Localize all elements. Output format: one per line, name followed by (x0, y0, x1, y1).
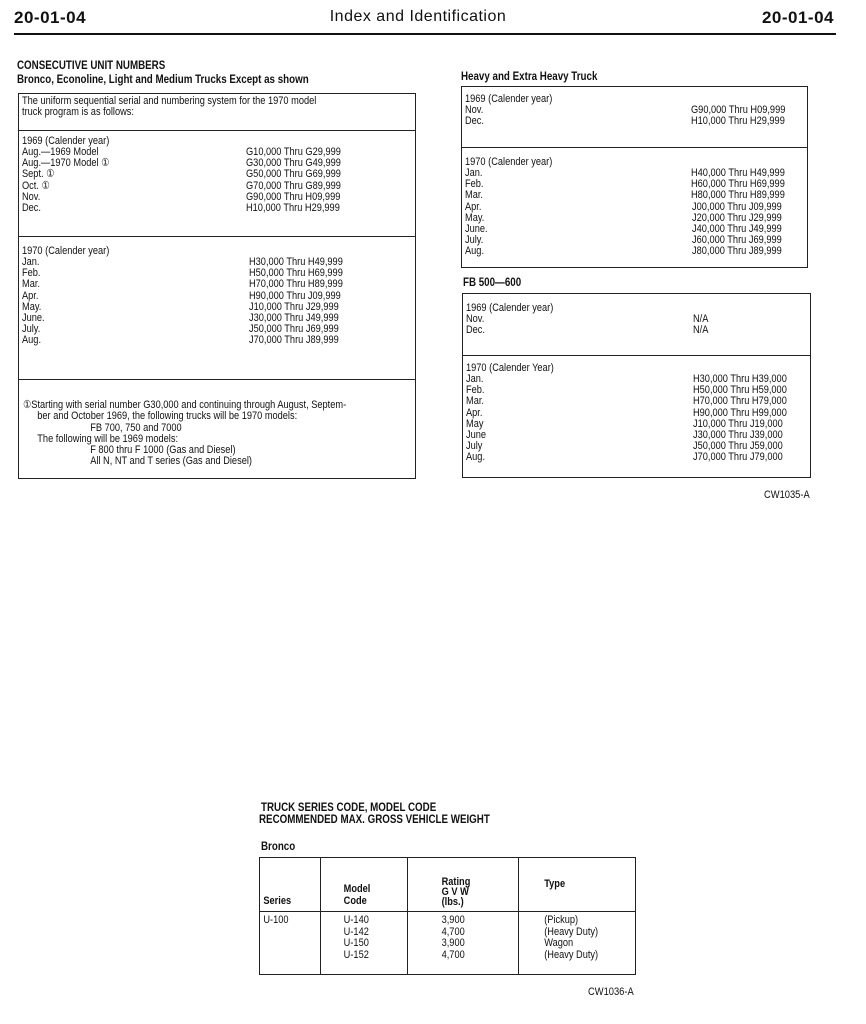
year-heading: 1969 (Calender year) (465, 93, 553, 105)
figure-code: CW1035-A (764, 489, 810, 501)
page-number-left: 20-01-04 (14, 8, 87, 27)
serial-range: J10,000 Thru J19,000 (693, 417, 783, 430)
month-label: May. (465, 211, 485, 224)
consecutive-unit-numbers-subtitle: Bronco, Econoline, Light and Medium Trucks Except as shown (17, 74, 309, 86)
month-label: Jan. (465, 167, 483, 179)
month-label: Sept. ① (22, 168, 55, 181)
month-label: Feb. (22, 267, 41, 280)
month-label: Apr. (466, 406, 483, 419)
table-header-row (260, 858, 636, 912)
recommended-gvw-title: RECOMMENDED MAX. GROSS VEHICLE WEIGHT (259, 814, 490, 826)
serial-range: J70,000 Thru J89,999 (249, 334, 339, 347)
serial-range: J30,000 Thru J49,999 (249, 311, 339, 324)
footnote-line: F 800 thru F 1000 (Gas and Diesel) (90, 444, 236, 457)
col-header-type: Type (544, 877, 566, 890)
header-rule (14, 33, 836, 35)
vehicle-type: (Heavy Duty) (544, 925, 599, 938)
heavy-truck-title: Heavy and Extra Heavy Truck (461, 71, 598, 83)
col-header-model-code: Model Code (343, 883, 371, 907)
year-heading: 1969 (Calender year) (22, 135, 110, 147)
serial-range: H80,000 Thru H89,999 (691, 189, 786, 202)
month-label: Aug.—1970 Model ① (22, 157, 110, 170)
serial-range: G50,000 Thru G69,999 (246, 168, 341, 181)
month-label: July. (22, 323, 41, 336)
bronco-subtitle: Bronco (261, 841, 296, 853)
light-1970-section (19, 237, 415, 380)
light-1969-section (19, 131, 415, 237)
model-code: U-142 (343, 925, 369, 938)
serial-range: H70,000 Thru H89,999 (249, 278, 343, 291)
page-number-right: 20-01-04 (761, 8, 834, 27)
serial-range: J80,000 Thru J89,999 (692, 245, 782, 258)
serial-range-row (22, 324, 411, 335)
serial-range: H50,000 Thru H59,000 (693, 384, 787, 397)
month-label: June. (22, 311, 45, 324)
serial-range-row (22, 268, 411, 279)
truck-series-code-title: TRUCK SERIES CODE, MODEL CODE (261, 802, 437, 814)
intro-section (19, 94, 415, 131)
serial-range: H40,000 Thru H49,999 (691, 167, 786, 179)
footnote-line: FB 700, 750 and 7000 (90, 421, 182, 434)
month-label: Dec. (465, 115, 485, 128)
serial-range-row (466, 452, 806, 463)
serial-range-row (22, 279, 411, 290)
serial-range: J10,000 Thru J29,999 (249, 300, 339, 313)
year-heading: 1969 (Calender year) (466, 302, 554, 314)
fb-500-600-box (462, 293, 811, 478)
serial-range: H90,000 Thru H99,000 (693, 406, 787, 419)
serial-range: J30,000 Thru J39,000 (693, 428, 783, 441)
serial-range: N/A (693, 324, 709, 337)
month-label: Oct. ① (22, 179, 50, 192)
month-label: Dec. (22, 201, 42, 214)
intro-line: truck program is as follows: (22, 106, 134, 119)
serial-range: J20,000 Thru J29,999 (692, 211, 782, 224)
serial-range-row (22, 291, 411, 302)
serial-range: G70,000 Thru G89,999 (246, 179, 341, 192)
serial-range-row (22, 181, 411, 192)
serial-range-row (22, 313, 411, 324)
fb-1970-section (463, 356, 810, 467)
heavy-truck-box (461, 86, 808, 268)
serial-range: G90,000 Thru H09,999 (690, 104, 786, 116)
serial-range: H30,000 Thru H39,000 (693, 373, 787, 385)
footnote-line: All N, NT and T series (Gas and Diesel) (90, 455, 252, 468)
serial-range: H10,000 Thru H29,999 (691, 115, 785, 128)
table-row (260, 912, 636, 975)
fb-500-600-title: FB 500—600 (463, 277, 522, 289)
month-label: Aug.—1969 Model (22, 146, 99, 158)
serial-range-row (22, 335, 411, 346)
heavy-1969-section (462, 87, 807, 148)
serial-range-row (22, 192, 411, 203)
serial-range: N/A (693, 313, 709, 325)
serial-range-row (22, 158, 411, 169)
serial-range: J50,000 Thru J59,000 (693, 440, 783, 453)
serial-range: H70,000 Thru H79,000 (693, 395, 787, 408)
month-label: Aug. (22, 334, 42, 347)
light-trucks-box (18, 93, 416, 479)
serial-range-row (22, 203, 411, 214)
month-label: Jan. (22, 256, 40, 268)
serial-range-row (465, 116, 803, 127)
serial-range: J40,000 Thru J49,999 (692, 222, 782, 235)
year-heading: 1970 (Calender year) (465, 156, 553, 168)
serial-range: H60,000 Thru H69,999 (691, 178, 786, 191)
month-label: Aug. (466, 451, 486, 464)
serial-range: J60,000 Thru J69,999 (692, 234, 782, 247)
serial-range-row (22, 257, 411, 268)
series-cell: U-100 (263, 914, 289, 926)
model-code: U-140 (343, 914, 369, 926)
gvw-value: 3,900 (441, 914, 465, 926)
bronco-table (259, 857, 636, 975)
serial-range: J00,000 Thru J09,999 (692, 200, 782, 213)
month-label: Mar. (466, 395, 484, 408)
model-code-cell (321, 912, 393, 961)
vehicle-type: (Heavy Duty) (544, 948, 599, 961)
month-label: July. (465, 234, 484, 247)
serial-range: H30,000 Thru H49,999 (249, 256, 343, 268)
month-label: Nov. (22, 190, 41, 203)
col-header-gvw-rating: Rating G V W (lbs.) (441, 876, 471, 908)
serial-range-row (466, 325, 806, 336)
gvw-value: 4,700 (441, 925, 465, 938)
model-code: U-150 (343, 937, 369, 949)
vehicle-type: Wagon (544, 937, 574, 949)
footnote-line: The following will be 1969 models: (37, 432, 179, 445)
serial-range: H10,000 Thru H29,999 (246, 201, 340, 214)
year-heading: 1970 (Calender Year) (466, 362, 554, 374)
month-label: Aug. (465, 245, 485, 258)
month-label: May. (22, 300, 42, 313)
figure-code: CW1036-A (588, 986, 634, 998)
gvw-cell (408, 912, 500, 961)
month-label: Apr. (22, 289, 39, 302)
year-heading: 1970 (Calender year) (22, 245, 110, 257)
month-label: Jan. (466, 373, 484, 385)
month-label: Mar. (465, 189, 483, 202)
month-label: June (466, 428, 487, 441)
month-label: Dec. (466, 324, 486, 337)
serial-range-row (22, 169, 411, 180)
gvw-value: 4,700 (441, 948, 465, 961)
serial-range-row (22, 302, 411, 313)
heavy-1970-section (462, 148, 807, 261)
serial-range: G90,000 Thru H09,999 (246, 190, 341, 203)
intro-line: The uniform sequential serial and numbering system for the 1970 model (22, 95, 317, 107)
month-label: June. (465, 222, 488, 235)
col-header-series: Series (263, 894, 292, 907)
month-label: Nov. (465, 104, 484, 116)
footnote-line: ①Starting with serial number G30,000 and continuing through August, Septem- (23, 399, 347, 411)
serial-range: J50,000 Thru J69,999 (249, 323, 339, 336)
gvw-value: 3,900 (441, 937, 465, 949)
month-label: Feb. (465, 178, 484, 191)
type-cell (519, 912, 616, 961)
month-label: July (466, 440, 483, 453)
month-label: Apr. (465, 200, 482, 213)
month-label: Nov. (466, 313, 485, 325)
serial-range: G10,000 Thru G29,999 (246, 146, 341, 158)
serial-range: J70,000 Thru J79,000 (693, 451, 783, 464)
serial-range-row (466, 314, 806, 325)
month-label: May (466, 417, 484, 430)
vehicle-type: (Pickup) (544, 914, 579, 926)
footnote-section (19, 380, 415, 471)
model-code: U-152 (343, 948, 369, 961)
page-title: Index and Identification (329, 8, 507, 25)
month-label: Mar. (22, 278, 40, 291)
serial-range-row (465, 246, 803, 257)
fb-1969-section (463, 294, 810, 356)
footnote-line: ber and October 1969, the following trucks will be 1970 models: (37, 410, 298, 423)
serial-range: H90,000 Thru J09,999 (249, 289, 341, 302)
serial-range: H50,000 Thru H69,999 (249, 267, 343, 280)
month-label: Feb. (466, 384, 485, 397)
serial-range: G30,000 Thru G49,999 (246, 157, 341, 170)
consecutive-unit-numbers-title: CONSECUTIVE UNIT NUMBERS (17, 60, 166, 72)
